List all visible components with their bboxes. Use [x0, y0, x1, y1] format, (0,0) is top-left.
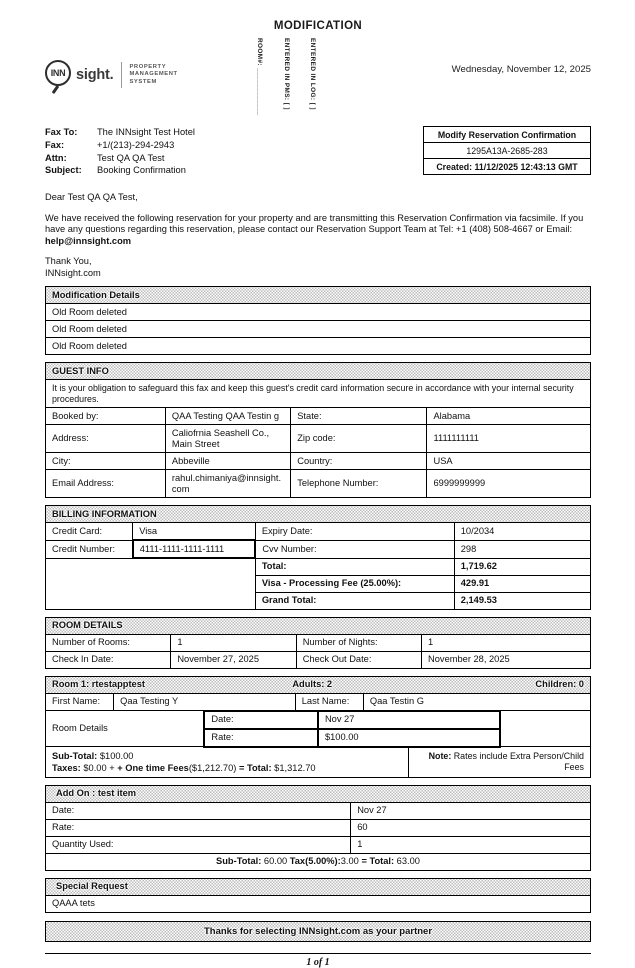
table-row	[46, 321, 591, 338]
room-subtotal-label: Sub-Total:	[52, 751, 98, 761]
table-row	[46, 408, 591, 425]
table-row	[46, 363, 591, 380]
room-1-children: Children: 0	[535, 679, 584, 689]
room-1-adults: Adults: 2	[292, 679, 333, 689]
nights-label: Number of Nights:	[296, 634, 421, 651]
letter-greeting: Dear Test QA QA Test,	[45, 192, 138, 202]
thanks-banner: Thanks for selecting INNsight.com as your partner	[45, 921, 591, 942]
room-details-cell-label: Room Details	[46, 711, 205, 747]
logo-divider	[121, 62, 122, 88]
addon-qty-value: 1	[351, 836, 591, 853]
addon-date-value: Nov 27	[351, 802, 591, 819]
logo-inn-text: INN	[50, 68, 66, 78]
credit-number-value: 4111-1111-1111-1111	[133, 540, 256, 558]
table-row	[46, 651, 591, 668]
checkin-label: Check In Date:	[46, 651, 171, 668]
table-row	[46, 617, 591, 634]
credit-card-label: Credit Card:	[46, 523, 133, 541]
logo-tagline-line1: PROPERTY	[129, 63, 167, 70]
table-row	[46, 338, 591, 355]
page-number: 1 of 1	[306, 956, 330, 968]
room-taxes-line	[52, 762, 402, 774]
table-row	[46, 425, 591, 453]
billing-information-section	[45, 505, 591, 610]
table-row	[46, 523, 591, 541]
booked-by-value: QAA Testing QAA Testin g	[165, 408, 290, 425]
footer-divider	[45, 953, 591, 954]
guest-info-note: It is your obligation to safeguard this fax and keep this guest's credit card information secure in accordance with your internal security procedures.	[46, 380, 591, 408]
fax-number-label: Fax:	[45, 139, 65, 150]
stamp-entered-in-log: ENTERED IN LOG: [ ]	[309, 38, 316, 110]
table-row	[46, 711, 591, 729]
room-1-totals	[46, 747, 409, 778]
room-subtotal-line	[52, 750, 402, 762]
fax-to-value: The INNsight Test Hotel	[97, 127, 196, 137]
table-row	[46, 819, 591, 836]
processing-fee-label: Visa - Processing Fee (25.00%):	[255, 575, 454, 592]
addon-tax-label: Tax(5.00%):	[289, 856, 341, 866]
subject-value: Booking Confirmation	[97, 165, 186, 176]
modification-row-1: Old Room deleted	[46, 304, 591, 321]
room-details-section	[45, 617, 591, 669]
processing-fee-value: 429.91	[454, 575, 590, 592]
room-fees-label: + One time Fees	[117, 763, 189, 773]
billing-header: BILLING INFORMATION	[46, 506, 591, 523]
table-row	[46, 380, 591, 408]
room-taxes-label: Taxes:	[52, 763, 81, 773]
confirmation-title: Modify Reservation Confirmation	[437, 129, 577, 140]
addon-rate-value: 60	[351, 819, 591, 836]
zip-value: 1111111111	[427, 425, 591, 453]
logo-tagline-line3: SYSTEM	[129, 78, 157, 85]
table-row	[46, 470, 591, 498]
support-email: help@innsight.com	[45, 235, 132, 246]
fax-number-value: +1/(213)-294-2943	[97, 139, 175, 150]
billing-empty-cell	[46, 558, 256, 609]
first-name-label: First Name:	[46, 693, 114, 711]
table-row	[46, 878, 591, 895]
country-label: Country:	[291, 453, 427, 470]
modification-details-header: Modification Details	[46, 287, 591, 304]
special-request-content: QAAA tets	[46, 895, 591, 912]
letter-thanks: Thank You,	[45, 256, 92, 266]
nights-value: 1	[422, 634, 591, 651]
room-1-section	[45, 676, 591, 778]
stamp-entered-in-pms: ENTERED IN PMS: [ ]	[283, 38, 290, 110]
expiry-value: 10/2034	[454, 523, 590, 541]
room-fees-value: ($1,212.70)	[188, 763, 239, 773]
room-details-empty-cell	[500, 711, 591, 747]
last-name-value: Qaa Testin G	[363, 693, 590, 711]
addon-total-label: = Total:	[361, 856, 395, 866]
attn-value: Test QA QA Test	[97, 152, 165, 163]
room-details-header: ROOM DETAILS	[46, 617, 591, 634]
phone-value: 6999999999	[427, 470, 591, 498]
letter-signature: INNsight.com	[45, 267, 101, 278]
booked-by-label: Booked by:	[46, 408, 166, 425]
table-row	[46, 895, 591, 912]
phone-label: Telephone Number:	[291, 470, 427, 498]
logo-tagline	[129, 64, 177, 87]
room-rate-label: Rate:	[204, 729, 318, 747]
credit-number-label: Credit Number:	[46, 540, 133, 558]
add-on-section	[45, 785, 591, 871]
rooms-label: Number of Rooms:	[46, 634, 171, 651]
cvv-label: Cvv Number:	[255, 540, 454, 558]
logo-sight-text: sight.	[76, 67, 114, 83]
credit-card-value: Visa	[133, 523, 256, 541]
room-rate-value: $100.00	[318, 729, 500, 747]
cvv-value: 298	[454, 540, 590, 558]
attn-label: Attn:	[45, 152, 67, 163]
table-row	[46, 506, 591, 523]
modification-details-section	[45, 286, 591, 355]
addon-summary	[46, 853, 591, 870]
checkout-label: Check Out Date:	[296, 651, 421, 668]
addon-tax-value: 3.00	[340, 856, 362, 866]
table-row	[46, 634, 591, 651]
letter-paragraph	[45, 213, 591, 248]
room-total-value: $1,312.70	[271, 763, 316, 773]
table-row	[46, 287, 591, 304]
modification-row-2: Old Room deleted	[46, 321, 591, 338]
room-1-header	[46, 676, 591, 693]
city-label: City:	[46, 453, 166, 470]
total-value: 1,719.62	[454, 558, 590, 575]
add-on-header: Add On : test item	[46, 785, 591, 802]
state-value: Alabama	[427, 408, 591, 425]
table-row	[46, 836, 591, 853]
table-row	[46, 693, 591, 711]
city-value: Abbeville	[165, 453, 290, 470]
table-row	[46, 453, 591, 470]
addon-subtotal-label: Sub-Total:	[216, 856, 262, 866]
address-value: Caliofrnia Seashell Co., Main Street	[165, 425, 290, 453]
room-date-value: Nov 27	[318, 711, 500, 729]
checkin-value: November 27, 2025	[171, 651, 296, 668]
room-total-label: = Total:	[238, 763, 272, 773]
addon-subtotal-value: 60.00	[261, 856, 290, 866]
table-row	[46, 785, 591, 802]
address-label: Address:	[46, 425, 166, 453]
addon-date-label: Date:	[46, 802, 351, 819]
fax-header-zone	[45, 126, 591, 184]
special-request-header: Special Request	[46, 878, 591, 895]
addon-qty-label: Quantity Used:	[46, 836, 351, 853]
total-label: Total:	[255, 558, 454, 575]
checkout-value: November 28, 2025	[422, 651, 591, 668]
addon-total-value: 63.00	[394, 856, 420, 866]
document-header	[45, 38, 591, 124]
country-value: USA	[427, 453, 591, 470]
table-row	[46, 853, 591, 870]
confirmation-number: 1295A13A-2685-283	[424, 142, 590, 158]
modification-row-3: Old Room deleted	[46, 338, 591, 355]
logo-tagline-line2: MANAGEMENT	[129, 71, 178, 78]
table-row	[46, 747, 591, 778]
email-value: rahul.chimaniya@innsight.com	[165, 470, 290, 498]
rooms-value: 1	[171, 634, 296, 651]
letter-body	[45, 192, 591, 279]
table-row	[46, 540, 591, 558]
first-name-value: Qaa Testing Y	[114, 693, 296, 711]
email-label: Email Address:	[46, 470, 166, 498]
confirmation-created: Created: 11/12/2025 12:43:13 GMT	[424, 158, 590, 174]
room-note-value: Rates include Extra Person/Child Fees	[451, 751, 584, 772]
document-title: MODIFICATION	[273, 20, 363, 32]
room-note-label: Note:	[428, 751, 452, 761]
expiry-label: Expiry Date:	[255, 523, 454, 541]
state-label: State:	[291, 408, 427, 425]
room-1-note	[409, 747, 591, 778]
addon-rate-label: Rate:	[46, 819, 351, 836]
room-taxes-value: $0.00 +	[80, 763, 118, 773]
zip-label: Zip code:	[291, 425, 427, 453]
table-row	[46, 676, 591, 693]
stamp-room-number: ROOM#: ____________	[256, 38, 263, 116]
table-row	[46, 802, 591, 819]
subject-label: Subject:	[45, 165, 82, 176]
special-request-section	[45, 878, 591, 913]
document-date: Wednesday, November 12, 2025	[451, 64, 591, 75]
room-subtotal-value: $100.00	[97, 751, 134, 761]
guest-info-section	[45, 362, 591, 498]
magnifier-icon	[45, 60, 75, 90]
innsight-logo	[45, 60, 178, 90]
grand-total-value: 2,149.53	[454, 592, 590, 609]
grand-total-label: Grand Total:	[255, 592, 454, 609]
reservation-confirmation-box	[423, 126, 591, 175]
last-name-label: Last Name:	[295, 693, 363, 711]
room-date-label: Date:	[204, 711, 318, 729]
fax-to-label: Fax To:	[45, 127, 78, 137]
room-1-title: Room 1: rtestapptest	[52, 679, 145, 689]
table-row	[46, 558, 591, 575]
guest-info-header: GUEST INFO	[46, 363, 591, 380]
table-row	[46, 304, 591, 321]
letter-closing	[45, 256, 591, 279]
letter-text: We have received the following reservation for your property and are transmitting this Reservation Confirmation via facsimile. If you have any questions regarding this reservation, please contact our Reservation Support Team at Tel: +1 (408) 508-4667 or Email:	[45, 212, 584, 234]
